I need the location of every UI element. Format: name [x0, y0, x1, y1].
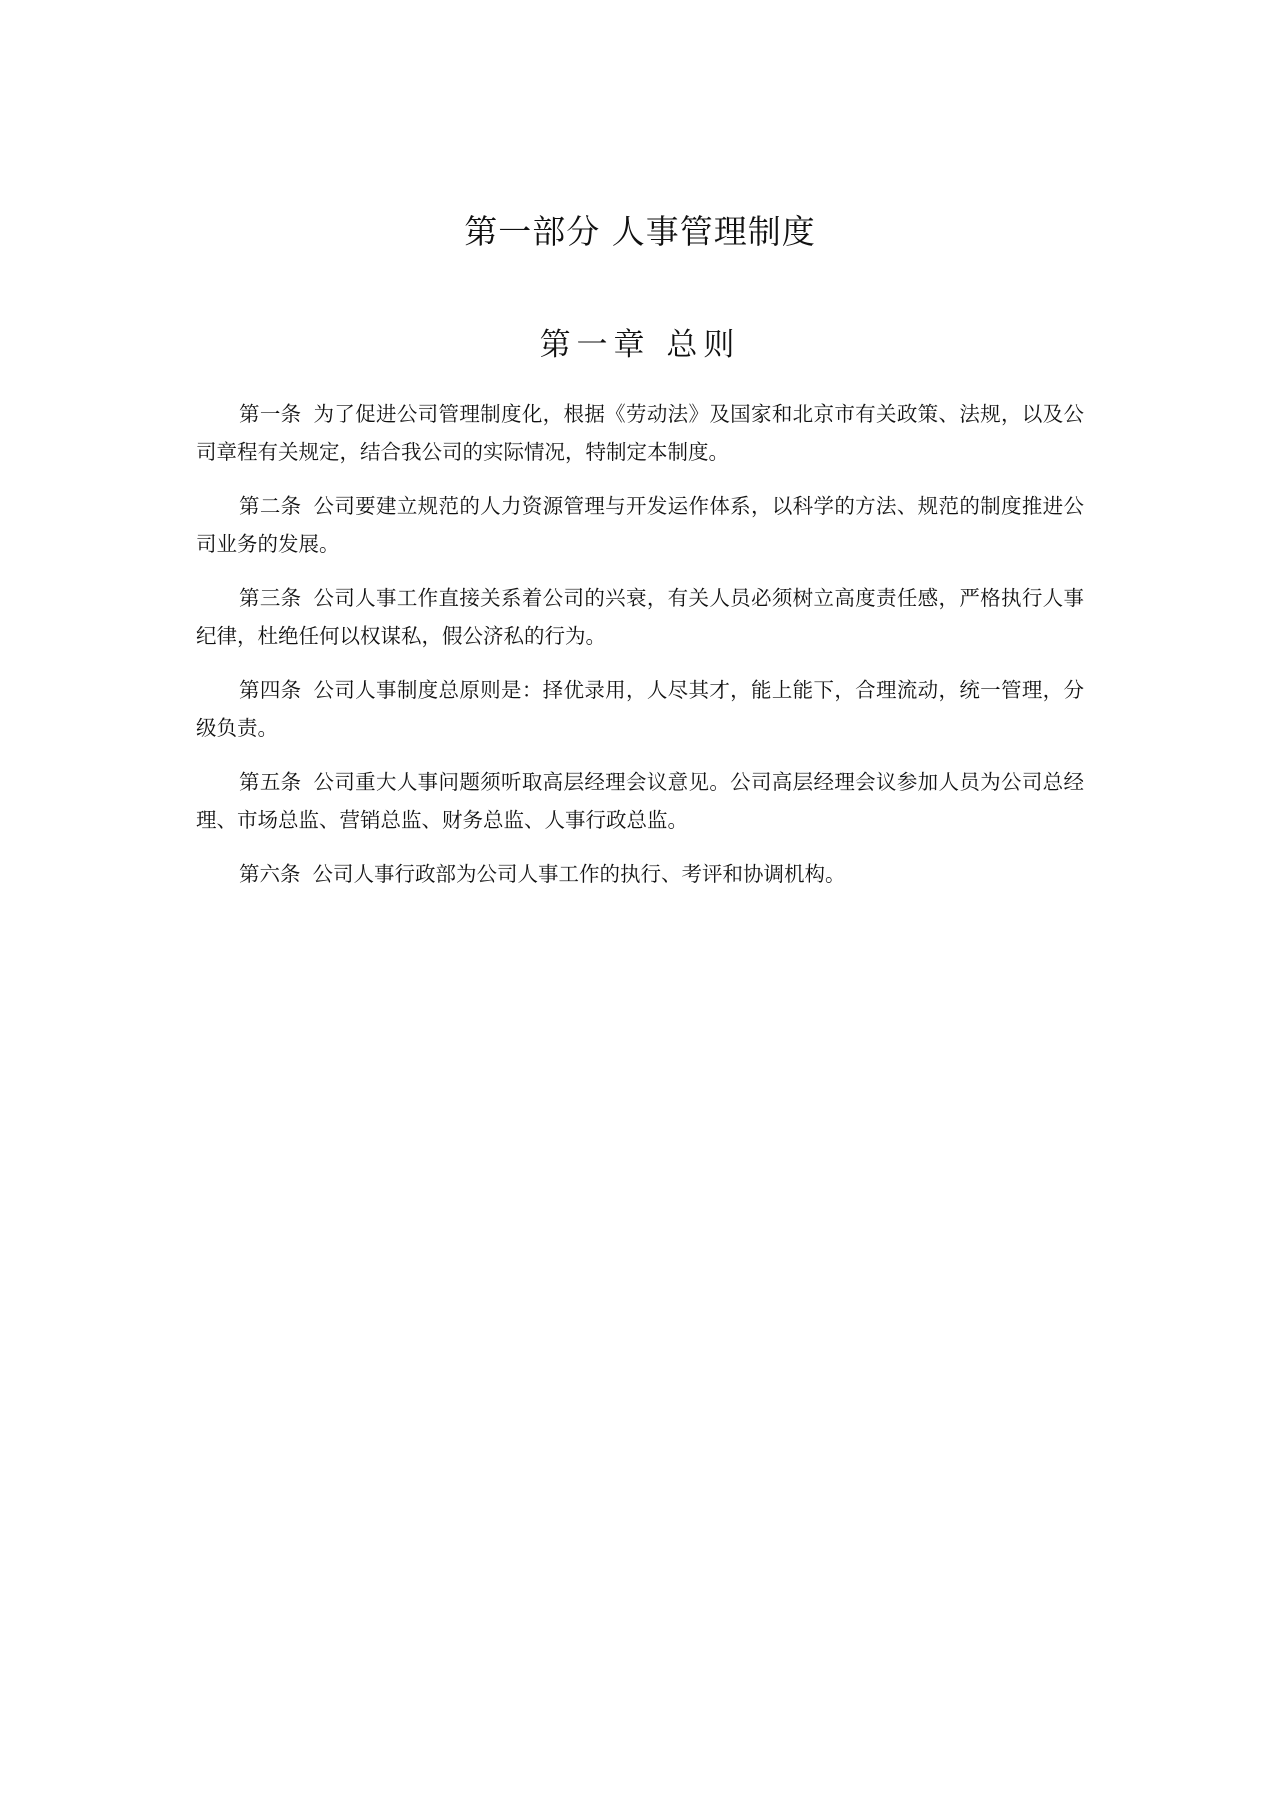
article-text: 公司要建立规范的人力资源管理与开发运作体系，以科学的方法、规范的制度推进公司业务的发展。 — [196, 494, 1084, 556]
article-5 — [196, 764, 1084, 839]
article-6 — [196, 856, 1084, 894]
article-list — [196, 396, 1084, 911]
article-3 — [196, 580, 1084, 655]
part-title: 第一部分 人事管理制度 — [464, 212, 816, 251]
article-1 — [196, 396, 1084, 471]
article-text: 公司人事制度总原则是：择优录用，人尽其才，能上能下，合理流动，统一管理，分级负责。 — [196, 678, 1084, 740]
article-label: 第二条 — [239, 494, 302, 518]
article-label: 第四条 — [239, 678, 302, 702]
article-label: 第一条 — [239, 402, 302, 426]
article-text: 公司人事行政部为公司人事工作的执行、考评和协调机构。 — [312, 862, 846, 886]
article-text: 为了促进公司管理制度化，根据《劳动法》及国家和北京市有关政策、法规，以及公司章程有关规定，结合我公司的实际情况，特制定本制度。 — [196, 402, 1084, 464]
article-4 — [196, 672, 1084, 747]
article-label: 第三条 — [239, 586, 302, 610]
article-text: 公司重大人事问题须听取高层经理会议意见。公司高层经理会议参加人员为公司总经理、市场总监、营销总监、财务总监、人事行政总监。 — [196, 770, 1084, 832]
article-2 — [196, 488, 1084, 563]
article-label: 第六条 — [239, 862, 301, 886]
article-label: 第五条 — [239, 770, 302, 794]
chapter-title: 第一章 总则 — [539, 327, 741, 363]
article-text: 公司人事工作直接关系着公司的兴衰，有关人员必须树立高度责任感，严格执行人事纪律，杜绝任何以权谋私，假公济私的行为。 — [196, 586, 1084, 648]
